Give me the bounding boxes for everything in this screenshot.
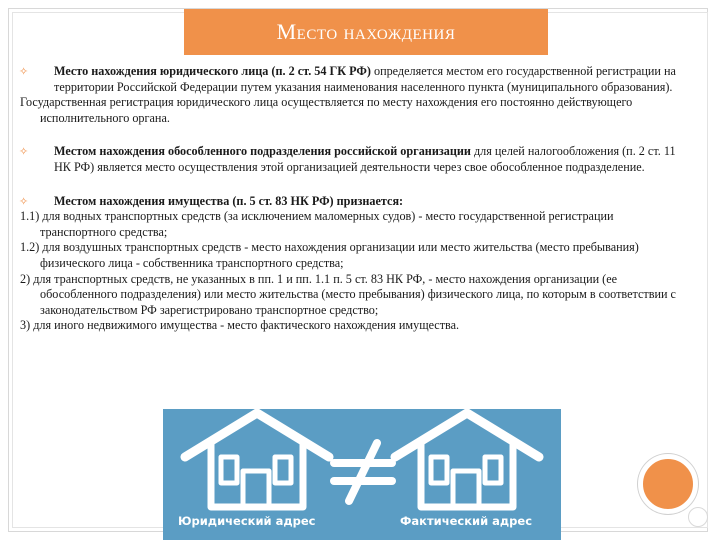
caption-actual-address: Фактический адрес xyxy=(400,514,533,528)
paragraph-registration: Государственная регистрация юридического лица осуществляется по месту нахождения его постоянно действующего исполнительного органа. xyxy=(20,95,633,125)
bullet-subdivision xyxy=(20,144,692,175)
list-item: 3) для иного недвижимого имущества - место фактического нахождения имущества. xyxy=(20,318,460,333)
caption-legal-address: Юридический адрес xyxy=(178,514,316,528)
house-icon xyxy=(395,413,539,507)
bullet-2-bold: Местом нахождения обособленного подразделения российской организации xyxy=(54,144,471,159)
bullet-3-bold: Местом нахождения имущества (п. 5 ст. 83 НК РФ) признается: xyxy=(54,193,404,208)
list-item: 1.2) для воздушных транспортных средств - место нахождения организации или место жительства (место пребывания) физического лица - собственника транспортного средства; xyxy=(20,240,639,270)
small-circle xyxy=(688,507,708,527)
not-equal-icon xyxy=(334,443,392,501)
bullet-2-text: для целей налогообложения (п. 2 ст. 11 НК РФ) является место осуществления этой организацией деятельности через свое обособленное подразделение. xyxy=(54,144,676,174)
bullet-marker-icon: ✧ xyxy=(19,66,29,78)
bullet-marker-icon: ✧ xyxy=(19,146,29,159)
bullet-legal-entity xyxy=(20,64,692,95)
slide-content xyxy=(20,64,692,334)
bullet-property xyxy=(20,194,692,210)
bullet-marker-icon: ✧ xyxy=(19,195,29,208)
bullet-1-text: определяется местом его государственной регистрации на территории Российской Федерации путем указания наименования населенного пункта (муниципального образования). xyxy=(54,64,676,94)
title-banner xyxy=(184,9,548,55)
orange-circle xyxy=(638,454,698,514)
list-item: 1.1) для водных транспортных средств (за исключением маломерных судов) - место государственной регистрации транспортного средства; xyxy=(20,209,614,239)
slide-title: Место нахождения xyxy=(276,19,456,44)
house-icon xyxy=(185,413,329,507)
bullet-1-bold: Место нахождения юридического лица (п. 2 ст. 54 ГК РФ) xyxy=(54,64,371,78)
list-item: 2) для транспортных средств, не указанных в пп. 1 и пп. 1.1 п. 5 ст. 83 НК РФ, - место нахождения организации (ее обособленного подразделения) или место жительства (место пребывания) физического лица, по которым в соответствии с законодательством РФ зарегистрировано транспортное средство; xyxy=(20,271,676,317)
